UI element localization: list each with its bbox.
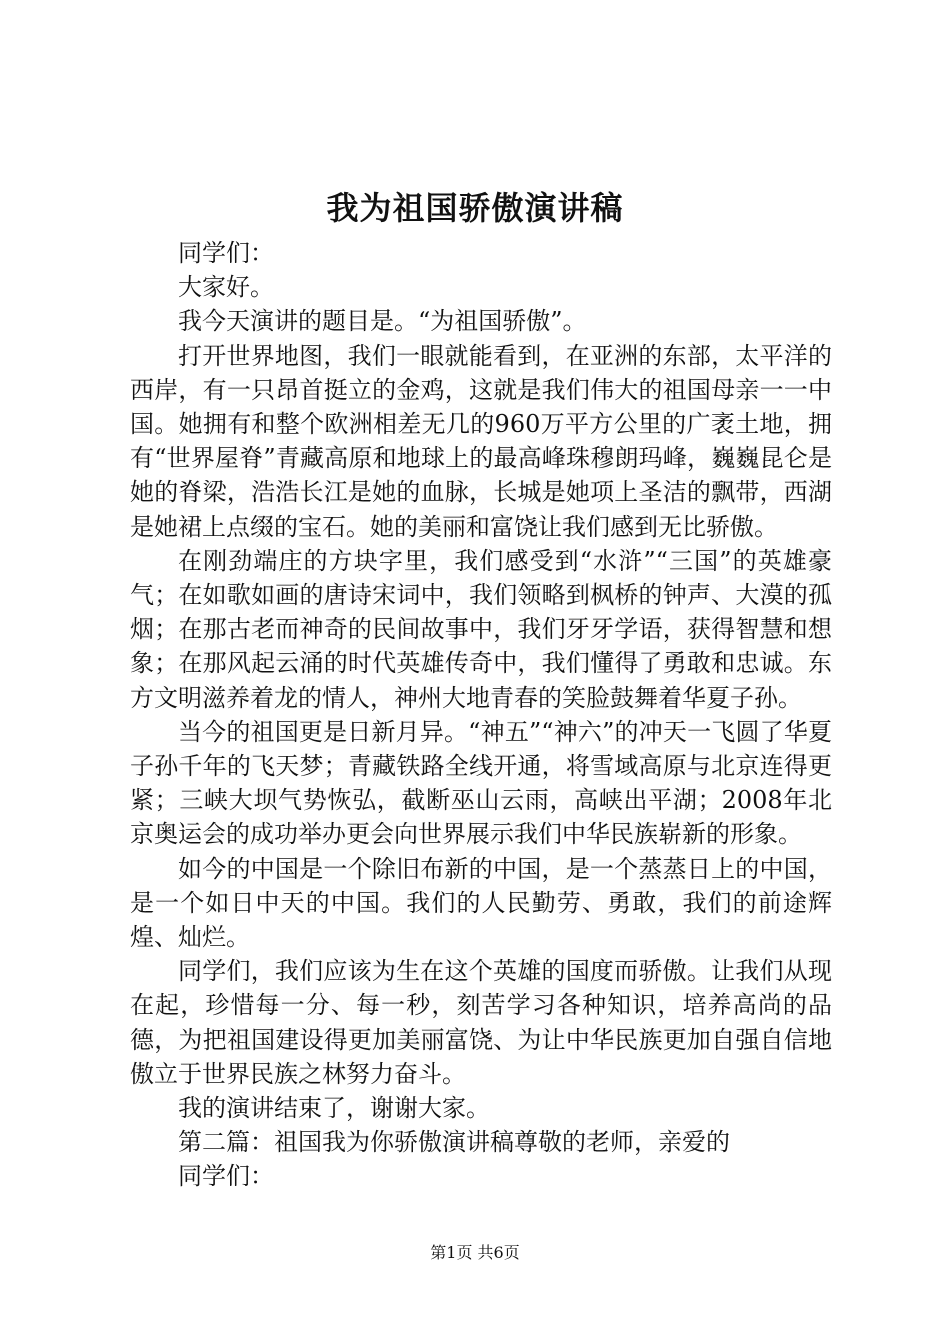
paragraph-culture: 在刚劲端庄的方块字里，我们感受到“水浒”“三国”的英雄豪气；在如歌如画的唐诗宋词中，我们领略到枫桥的钟声、大漠的孤烟；在那古老而神奇的民间故事中，我们牙牙学语，获得智慧和想象；在那风起云涌的时代英雄传奇中，我们懂得了勇敢和忠诚。东方文明滋养着龙的情人，神州大地青春的笑脸鼓舞着华夏子孙。	[130, 546, 832, 712]
paragraph-call-to-action: 同学们，我们应该为生在这个英雄的国度而骄傲。让我们从现在起，珍惜每一分、每一秒，刻苦学习各种知识，培养高尚的品德，为把祖国建设得更加美丽富饶、为让中华民族更加自强自信地傲立于世界民族之林努力奋斗。	[130, 957, 832, 1088]
paragraph-progress: 当今的祖国更是日新月异。“神五”“神六”的冲天一飞圆了华夏子孙千年的飞天梦；青藏铁路全线开通，将雪域高原与北京连得更紧；三峡大坝气势恢弘，截断巫山云雨，高峡出平湖；2008年北京奥运会的成功举办更会向世界展示我们中华民族崭新的形象。	[130, 717, 832, 849]
document-body	[130, 236, 832, 1194]
paragraph-hello: 大家好。	[178, 273, 274, 302]
document-title: 我为祖国骄傲演讲稿	[326, 189, 624, 227]
paragraph-closing: 我的演讲结束了，谢谢大家。	[178, 1094, 490, 1123]
page-footer: 第1页 共6页	[430, 1243, 520, 1262]
paragraph-greeting: 同学们：	[178, 239, 274, 267]
paragraph-second-piece: 第二篇：祖国我为你骄傲演讲稿尊敬的老师，亲爱的	[178, 1128, 730, 1157]
paragraph-greeting-2: 同学们：	[178, 1162, 274, 1191]
paragraph-topic: 我今天演讲的题目是。“为祖国骄傲”。	[178, 307, 587, 336]
paragraph-china-today: 如今的中国是一个除旧布新的中国，是一个蒸蒸日上的中国，是一个如日中天的中国。我们的人民勤劳、勇敢，我们的前途辉煌、灿烂。	[130, 854, 832, 952]
paragraph-map: 打开世界地图，我们一眼就能看到，在亚洲的东部，太平洋的西岸，有一只昂首挺立的金鸡，这就是我们伟大的祖国母亲一一中国。她拥有和整个欧洲相差无几的960万平方公里的广袤土地，拥有“世界屋脊”青藏高原和地球上的最高峰珠穆朗玛峰，巍巍昆仑是她的脊梁，浩浩长江是她的血脉，长城是她项上圣洁的飘带，西湖是她裙上点缀的宝石。她的美丽和富饶让我们感到无比骄傲。	[130, 341, 832, 541]
